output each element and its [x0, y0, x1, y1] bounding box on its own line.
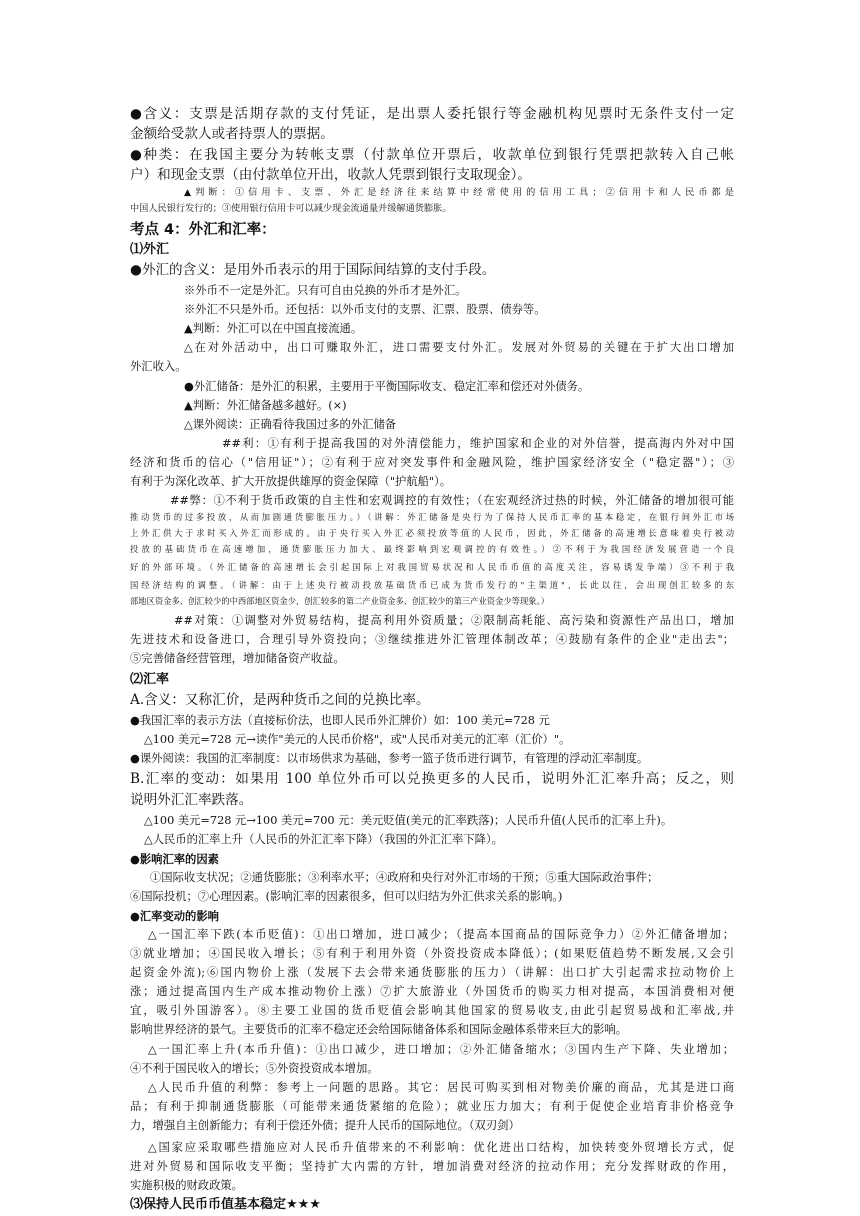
- text-line: 涨；通过提高国内生产成本推动物价上涨）⑦扩大旅游业（外国货币的购买力相对提高，本国消费相对便: [130, 985, 734, 998]
- text-line: 推动货币的过多投放，从而加剧通货膨胀压力。）（讲解：外汇储备是央行为了保持人民币汇率的基本稳定，在银行间外汇市场: [130, 512, 734, 522]
- text-line: 品；有利于抑制通货膨胀（可能带来通货紧缩的危险）；就业压力加大；有利于促使企业培育非价格竞争: [130, 1100, 734, 1113]
- text-line: △人民币升值的利弊：参考上一问题的思路。其它：居民可购买到相对物美价廉的商品，尤其是进口商: [148, 1081, 734, 1094]
- text-line: 影响世界经济的景气。主要货币的汇率不稳定还会给国际储备体系和国际金融体系带来巨大的影响。: [130, 1023, 628, 1036]
- text-line: ●外汇储备：是外汇的积累，主要用于平衡国际收支、稳定汇率和偿还对外债务。: [184, 380, 590, 393]
- text-line: ▲判断：外汇可以在中国直接流通。: [184, 322, 363, 335]
- text-line: ●影响汇率的因素: [130, 852, 219, 866]
- text-line: 先进技术和设备进口，合理引导外资投向；③继续推进外汇管理体制改革；④鼓励有条件的企业"走出去"；: [130, 633, 734, 646]
- text-line: ##弊：①不利于货币政策的自主性和宏观调控的有效性；（在宏观经济过热的时候，外汇储备的增加很可能: [170, 494, 734, 507]
- text-line: ▲判断：①信用卡、支票、外汇是经济往来结算中经常使用的信用工具；②信用卡和人民币都是: [184, 187, 734, 198]
- text-line: ●含义：支票是活期存款的支付凭证，是出票人委托银行等金融机构见票时无条件支付一定: [130, 106, 734, 122]
- text-line: ⑴外汇: [130, 242, 170, 257]
- text-line: ⑵汇率: [130, 672, 170, 687]
- text-line: ●汇率变动的影响: [130, 909, 219, 923]
- text-line: △100 美元=728 元→100 美元=700 元：美元贬值(美元的汇率跌落)；人民币升值(人民币的汇率上升)。: [144, 814, 673, 827]
- text-line: 部地区资金多、创汇较少的中西部地区资金少，创汇较多的第二产业资金多、创汇较少的第三产业资金少等现象。）: [130, 596, 549, 606]
- text-line: ##对策：①调整对外贸易结构，提高利用外资质量；②限制高耗能、高污染和资源性产品出口，增加: [174, 614, 734, 627]
- text-line: ●种类：在我国主要分为转帐支票（付款单位开票后，收款单位到银行凭票把款转入自己帐: [130, 147, 734, 163]
- text-line: 经济和货币的信心（"信用证"）；②有利于应对突发事件和金融风险，维护国家经济安全（"稳定器"）；③: [130, 456, 734, 469]
- text-line: ⑤完善储备经营管理，增加储备资产收益。: [130, 652, 345, 665]
- text-line: 力，增强自主创新能力；有利于偿还外债；提升人民币的国际地位。（双刃剑）: [130, 1119, 520, 1132]
- text-line: ●外汇的含义：是用外币表示的用于国际间结算的支付手段。: [130, 262, 496, 278]
- text-line: △课外阅读：正确看待我国过多的外汇储备: [184, 418, 397, 431]
- text-line: 金额给受款人或者持票人的票据。: [130, 126, 334, 142]
- text-line: 有利于为深化改革、扩大开放提供雄厚的资金保障（"护航船"）。: [130, 475, 452, 488]
- text-line: 国经济结构的调整。（讲解：由于上述央行被动投放基础货币已成为货币发行的"主渠道"，长此以往，会出现创汇较多的东: [130, 580, 734, 590]
- text-line: A.含义：又称汇价，是两种货币之间的兑换比率。: [130, 692, 430, 708]
- text-line: △人民币的汇率上升（人民币的外汇汇率下降）（我国的外汇汇率下降）。: [144, 833, 503, 846]
- text-line: △一国汇率下跌(本币贬值)：①出口增加，进口减少；（提高本国商品的国际竞争力）②外汇储备增加；: [148, 928, 734, 941]
- text-line: △在对外活动中，出口可赚取外汇，进口需要支付外汇。发展对外贸易的关键在于扩大出口增加: [184, 341, 734, 354]
- text-line: 起资金外流);⑥国内物价上涨（发展下去会带来通货膨胀的压力）（讲解：出口扩大引起需求拉动物价上: [130, 966, 734, 979]
- text-line: 说明外汇汇率跌落。: [130, 792, 253, 808]
- text-line: ⑥国际投机；⑦心理因素。(影响汇率的因素很多，但可以归结为外汇供求关系的影响。): [130, 890, 563, 903]
- text-line: 宜，吸引外国游客）。⑧主要工业国的货币贬值会影响其他国家的贸易收支,由此引起贸易战和汇率战,并: [130, 1004, 734, 1017]
- text-line: △国家应采取哪些措施应对人民币升值带来的不利影响：优化进出口结构，加快转变外贸增长方式，促: [148, 1141, 734, 1154]
- text-line: ※外币不一定是外汇。只有可自由兑换的外币才是外汇。: [184, 284, 467, 297]
- text-line: 好的外部环境。（外汇储备的高速增长会引起国际上对我国贸易状况和人民币币值的高度关注，容易诱发争端）③不利于我: [130, 562, 734, 572]
- text-line: ▲判断：外汇储备越多越好。(×): [184, 399, 347, 412]
- text-line: ①国际收支状况；②通货膨胀；③利率水平；④政府和央行对外汇市场的干预；⑤重大国际政治事件；: [150, 871, 659, 884]
- text-line: 投放的基础货币在高速增加，通货膨胀压力加大、最终影响到宏观调控的有效性。）②不利于为我国经济发展营造一个良: [130, 544, 734, 554]
- text-line: ●我国汇率的表示方法（直接标价法，也即人民币外汇牌价）如：100 美元=728 元: [130, 714, 550, 727]
- text-line: ③就业增加；④国民收入增长；⑤有利于利用外资（外资投资成本降低）；(如果贬值趋势不断发展,又会引: [130, 947, 734, 960]
- text-line: 上外汇供大于求时买入外汇而形成的。由于央行买入外汇必须投放等值的人民币，因此，外汇储备的高速增长意味着央行被动: [130, 528, 734, 538]
- text-line: 外汇收入。: [130, 360, 187, 373]
- text-line: ##利：①有利于提高我国的对外清偿能力，维护国家和企业的对外信誉，提高海内外对中国: [222, 437, 734, 450]
- text-line: 实施积极的财政政策。: [130, 1179, 243, 1192]
- text-line: 中国人民银行发行的；③使用银行信用卡可以减少现金流通量并缓解通货膨胀。: [130, 203, 452, 214]
- text-line: 考点 4：外汇和汇率：: [130, 222, 276, 238]
- text-line: ⑶保持人民币币值基本稳定★★★: [130, 1197, 321, 1212]
- text-line: ④不利于国民收入的增长；⑤外资投资成本增加。: [130, 1062, 379, 1075]
- text-line: 户）和现金支票（由付款单位开出，收款人凭票到银行支取现金）。: [130, 167, 532, 183]
- text-line: ※外汇不只是外币。还包括：以外币支付的支票、汇票、股票、债券等。: [184, 303, 546, 316]
- text-line: △一国汇率上升(本币升值)：①出口减少，进口增加；②外汇储备缩水；③国内生产下降、失业增加；: [148, 1043, 734, 1056]
- text-line: △100 美元=728 元→读作"美元的人民币价格"，或"人民币对美元的汇率（汇价）"。: [144, 733, 571, 746]
- text-line: ●课外阅读：我国的汇率制度：以市场供求为基础，参考一篮子货币进行调节，有管理的浮动汇率制度。: [130, 752, 649, 765]
- text-line: 进对外贸易和国际收支平衡；坚持扩大内需的方针，增加消费对经济的拉动作用；充分发挥财政的作用，: [130, 1160, 734, 1173]
- text-line: B.汇率的变动：如果用 100 单位外币可以兑换更多的人民币，说明外汇汇率升高；反之，则: [130, 771, 734, 787]
